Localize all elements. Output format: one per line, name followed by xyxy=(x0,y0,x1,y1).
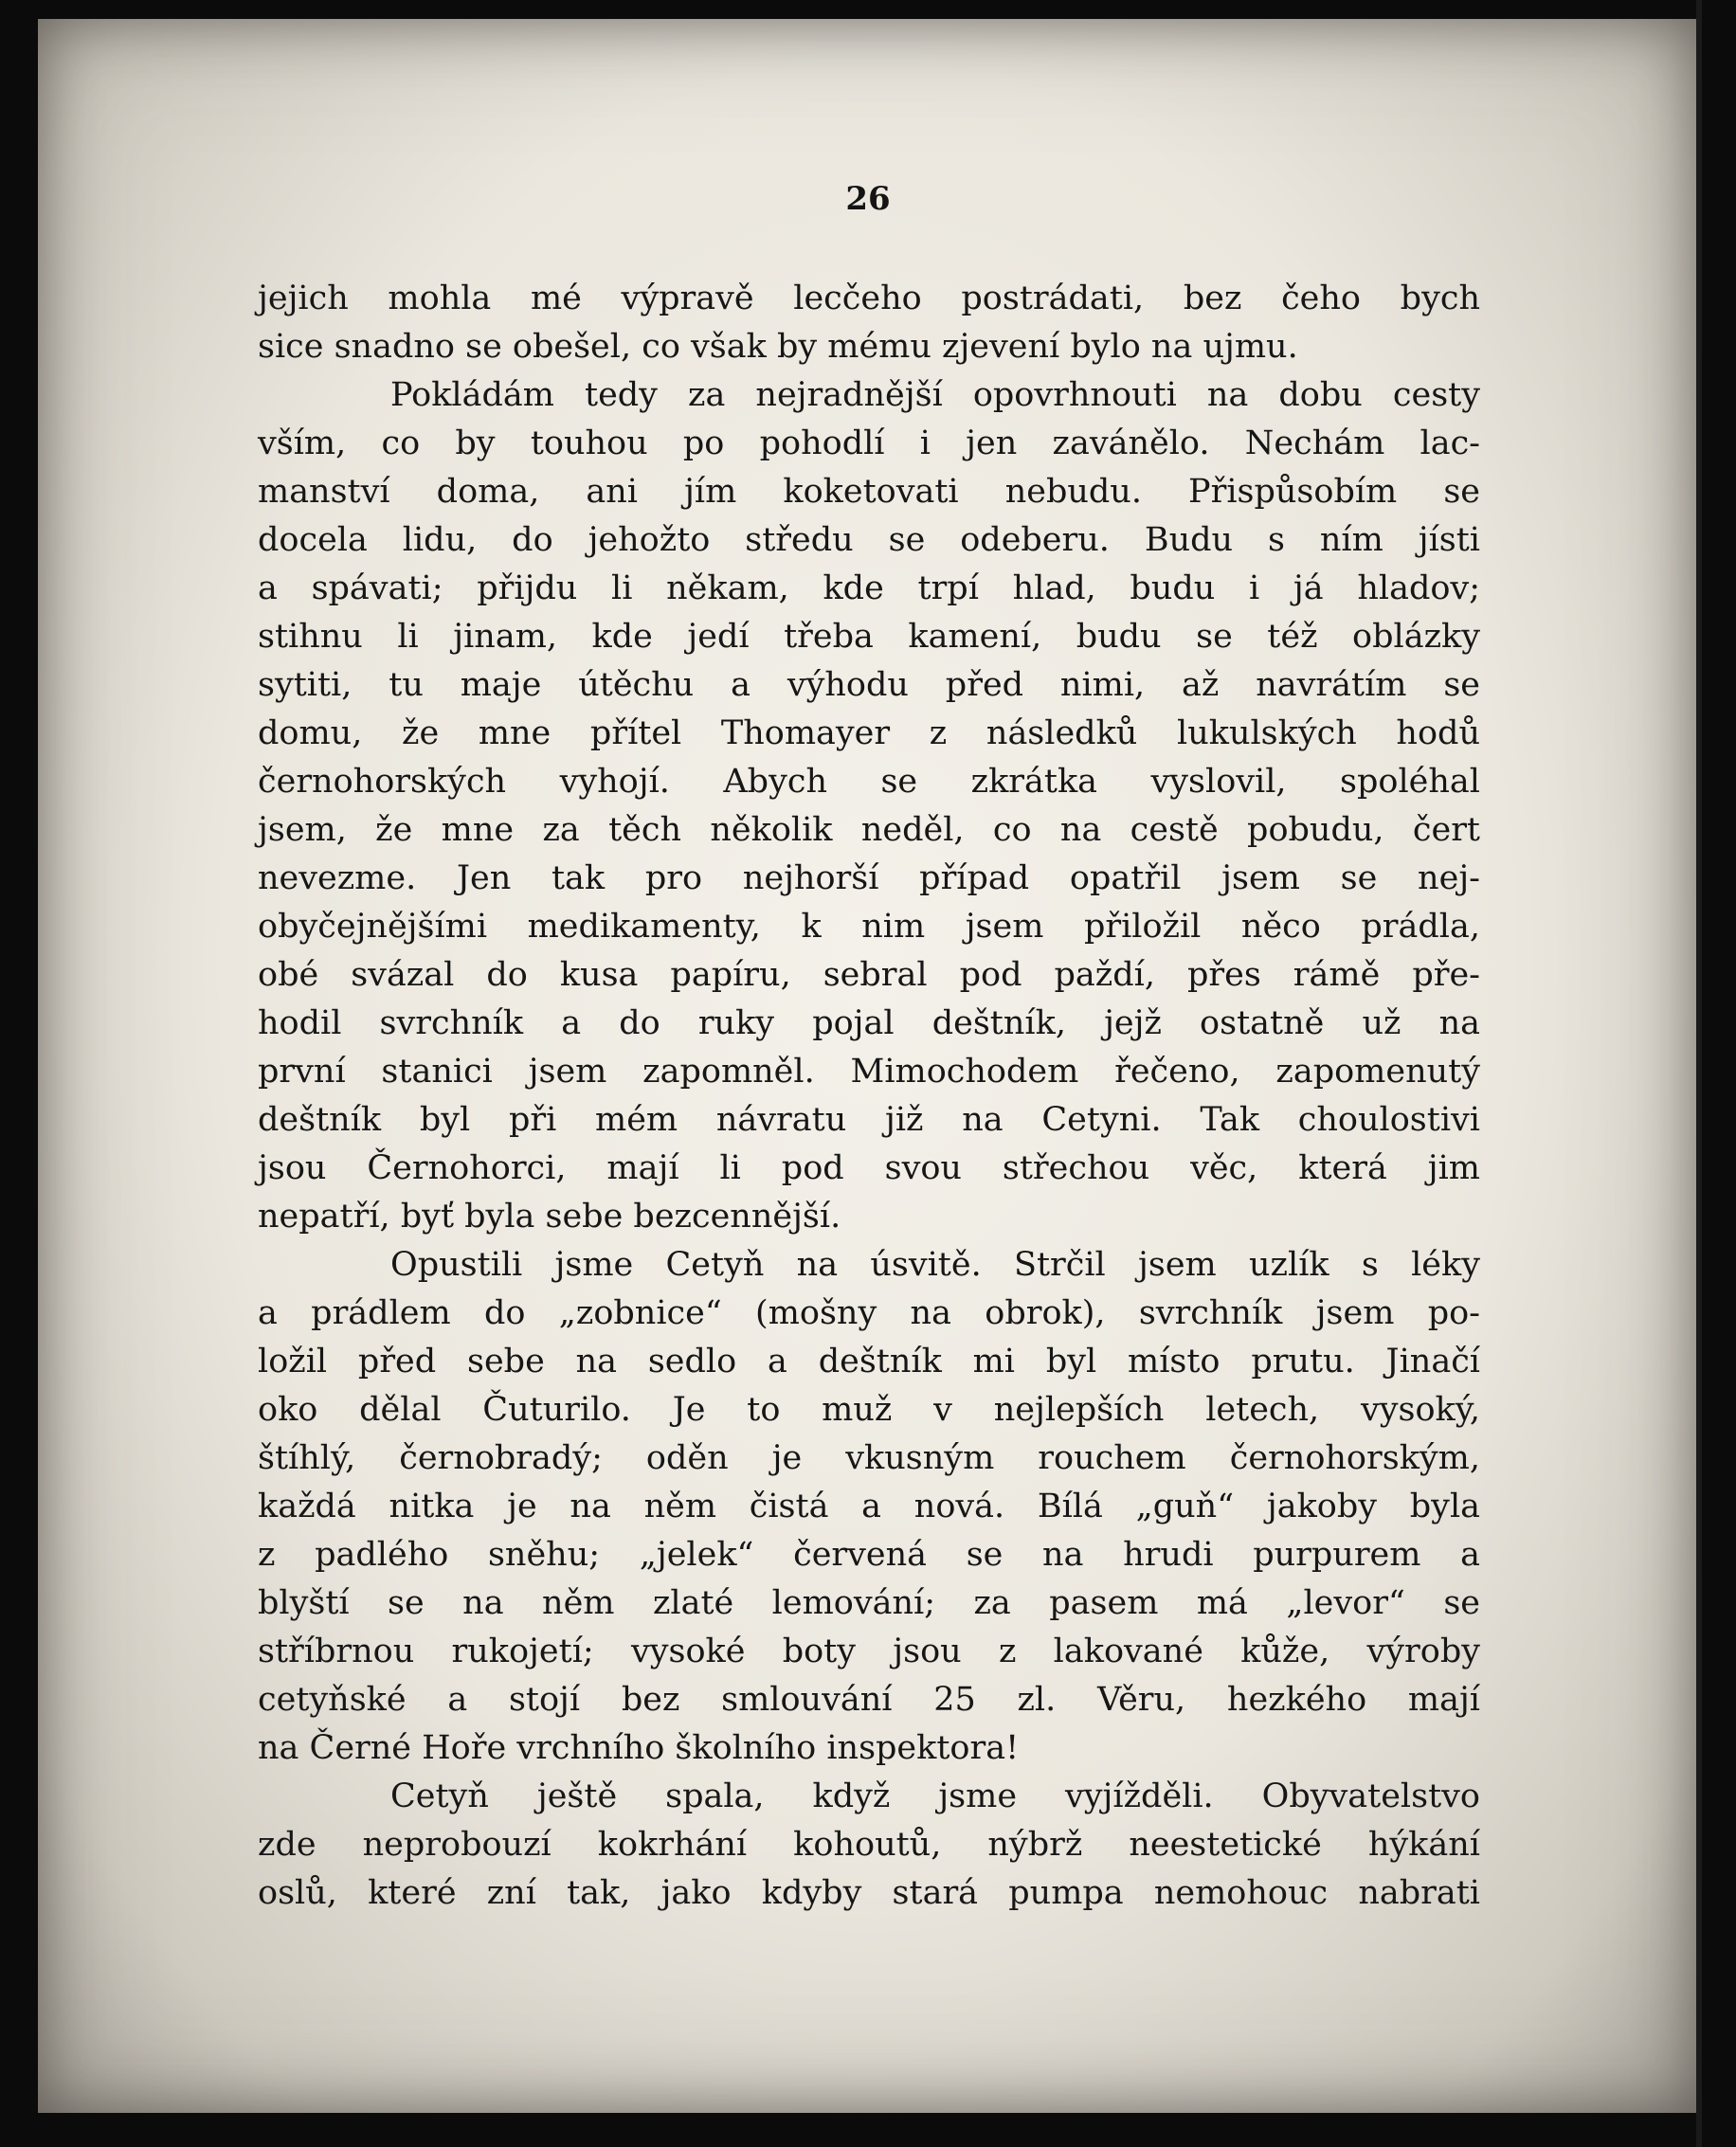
text-line: manství doma, ani jím koketovati nebudu. Přispůsobím se xyxy=(258,473,1480,511)
text-line: oslů, které zní tak, jako kdyby stará pumpa nemohouc nabrati xyxy=(258,1874,1480,1912)
text-line: vším, co by touhou po pohodlí i jen zavánělo. Nechám lac- xyxy=(258,424,1480,462)
text-line: docela lidu, do jehožto středu se odeberu. Budu s ním jísti xyxy=(258,521,1480,559)
text-line: na Černé Hoře vrchního školního inspektora! xyxy=(258,1729,1020,1767)
text-line: nevezme. Jen tak pro nejhorší případ opatřil jsem se nej- xyxy=(258,859,1480,897)
text-line: cetyňské a stojí bez smlouvání 25 zl. Věru, hezkého mají xyxy=(258,1681,1480,1719)
text-line: sytiti, tu maje útěchu a výhodu před nimi, až navrátím se xyxy=(258,666,1480,704)
text-line: Opustili jsme Cetyň na úsvitě. Strčil jsem uzlík s léky xyxy=(390,1246,1480,1284)
text-line: domu, že mne přítel Thomayer z následků lukulských hodů xyxy=(258,714,1480,752)
text-line: nepatří, byť byla sebe bezcennější. xyxy=(258,1198,841,1236)
page-edge xyxy=(1696,0,1702,2147)
text-line: a prádlem do „zobnice“ (mošny na obrok), svrchník jsem po- xyxy=(258,1294,1480,1332)
text-line: z padlého sněhu; „jelek“ červená se na hrudi purpurem a xyxy=(258,1536,1480,1574)
text-line: černohorských vyhojí. Abych se zkrátka vyslovil, spoléhal xyxy=(258,763,1480,801)
text-line: Cetyň ještě spala, když jsme vyjížděli. Obyvatelstvo xyxy=(390,1777,1480,1815)
text-line: Pokládám tedy za nejradnější opovrhnouti na dobu cesty xyxy=(390,376,1480,414)
page-number: 26 xyxy=(845,180,891,218)
text-line: jejich mohla mé výpravě lecčeho postrádati, bez čeho bych xyxy=(258,280,1480,317)
text-line: první stanici jsem zapomněl. Mimochodem řečeno, zapomenutý xyxy=(258,1053,1480,1091)
text-line: hodil svrchník a do ruky pojal deštník, jejž ostatně už na xyxy=(258,1004,1480,1042)
text-line: oko dělal Čuturilo. Je to muž v nejlepších letech, vysoký, xyxy=(258,1391,1480,1429)
text-line: stihnu li jinam, kde jedí třeba kamení, budu se též oblázky xyxy=(258,618,1480,656)
text-line: deštník byl při mém návratu již na Cetyni. Tak choulostivi xyxy=(258,1101,1480,1139)
text-line: sice snadno se obešel, co však by mému zjevení bylo na ujmu. xyxy=(258,328,1298,366)
text-line: a spávati; přijdu li někam, kde trpí hlad, budu i já hladov; xyxy=(258,569,1480,607)
text-line: stříbrnou rukojetí; vysoké boty jsou z lakované kůže, výroby xyxy=(258,1633,1480,1670)
text-line: štíhlý, černobradý; oděn je vkusným rouchem černohorským, xyxy=(258,1439,1480,1477)
text-line: jsem, že mne za těch několik neděl, co na cestě pobudu, čert xyxy=(258,811,1480,849)
text-line: každá nitka je na něm čistá a nová. Bílá „guň“ jakoby byla xyxy=(258,1488,1480,1525)
text-line: jsou Černohorci, mají li pod svou střechou věc, která jim xyxy=(258,1149,1480,1187)
body-text xyxy=(258,275,1480,1918)
text-line: blyští se na něm zlaté lemování; za pasem má „levor“ se xyxy=(258,1584,1480,1622)
text-line: obyčejnějšími medikamenty, k nim jsem přiložil něco prádla, xyxy=(258,908,1480,946)
text-line: obé svázal do kusa papíru, sebral pod paždí, přes rámě pře- xyxy=(258,956,1480,994)
text-line: zde neprobouzí kokrhání kohoutů, nýbrž neestetické hýkání xyxy=(258,1826,1480,1864)
text-line: ložil před sebe na sedlo a deštník mi byl místo prutu. Jinačí xyxy=(258,1343,1480,1380)
